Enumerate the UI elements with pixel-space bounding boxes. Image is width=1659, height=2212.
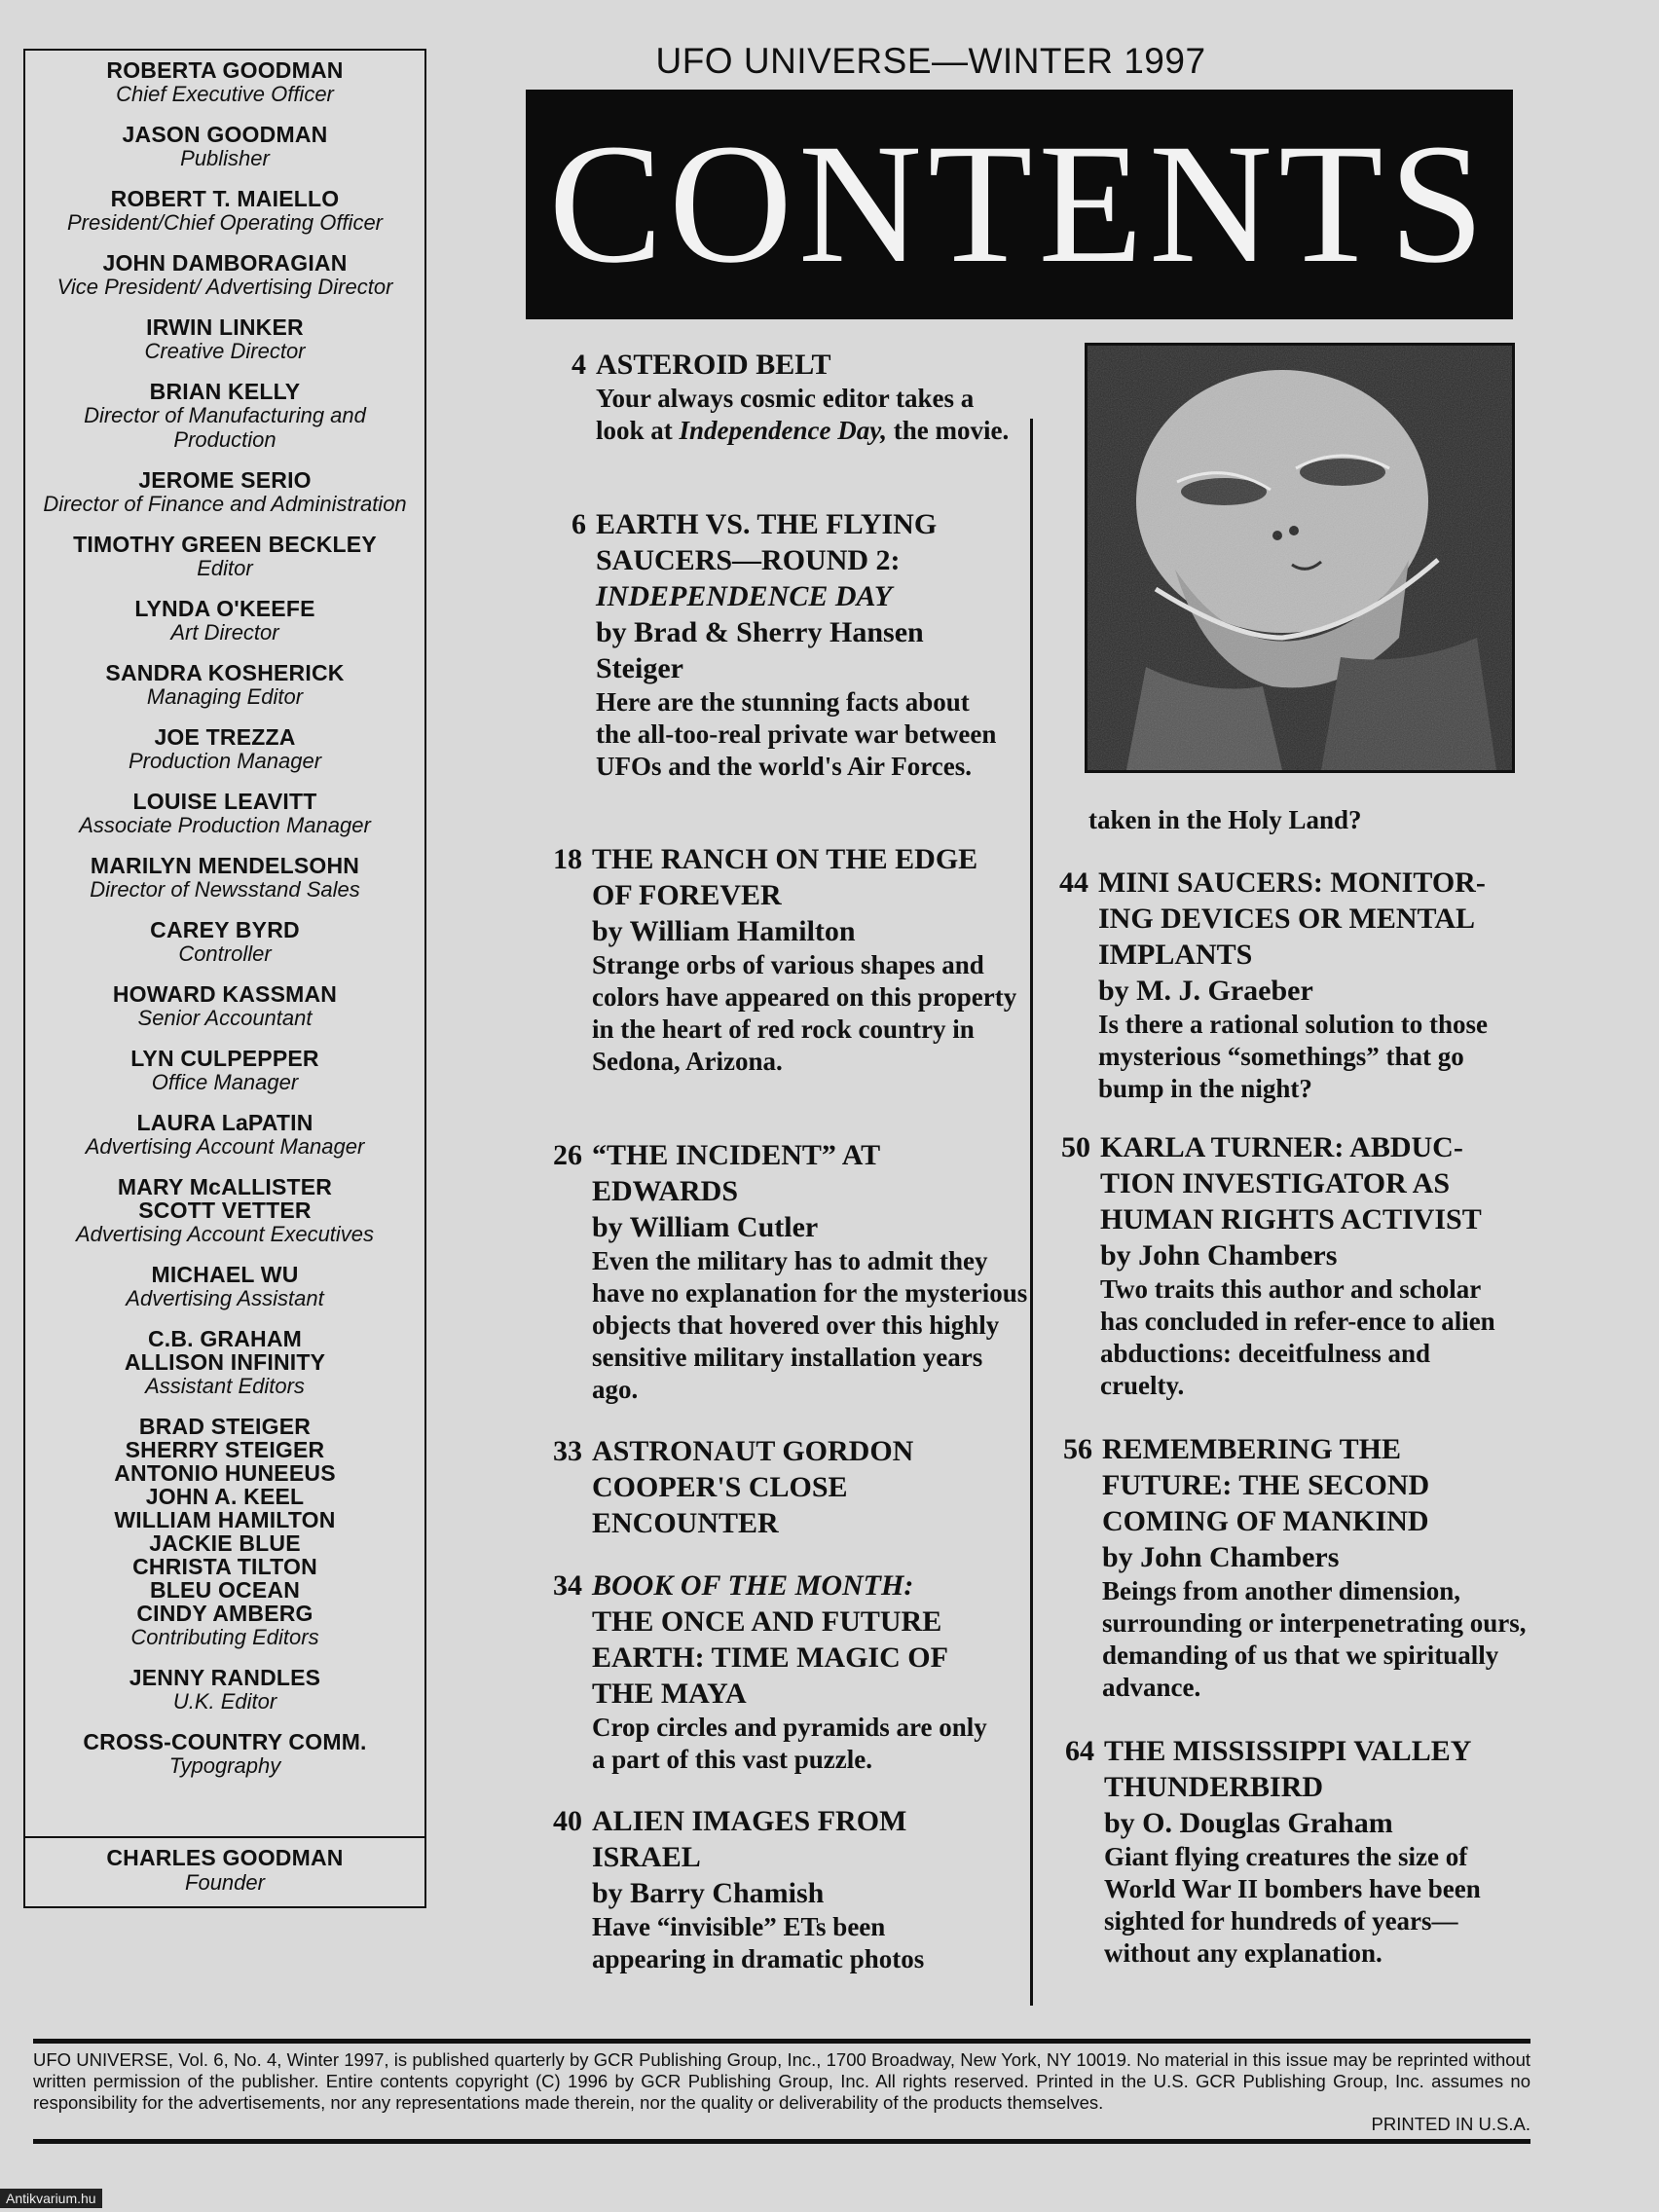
staff-entry [25,1415,424,1649]
article-title-italic: BOOK OF THE MONTH: [592,1569,914,1602]
founder-entry [25,1836,424,1906]
alien-face-image [1088,346,1512,770]
article-description: Have “invisible” ETs been appearing in dramatic photos [592,1912,925,1973]
staff-entry [25,1263,424,1310]
staff-entry [25,1111,424,1159]
staff-entry [25,982,424,1030]
staff-entry [25,1666,424,1714]
staff-entry [25,187,424,235]
staff-entry [25,380,424,452]
staff-role: Controller [178,941,272,966]
staff-entry [25,123,424,170]
staff-name: JENNY RANDLES [129,1665,321,1690]
page-number: 4 [571,349,586,381]
article-description: Giant flying creatures the size of World War II bombers have been sighted for hundreds of years—without any explanation. [1104,1842,1481,1968]
staff-name: TIMOTHY GREEN BECKLEY [73,532,377,557]
article-author: by John Chambers [1102,1541,1340,1573]
article-title: ASTEROID BELT [596,349,831,381]
founder-name: CHARLES GOODMAN [106,1845,344,1870]
staff-role: Associate Production Manager [79,813,371,837]
page-number: 26 [553,1139,582,1171]
staff-entry [25,1327,424,1398]
staff-name: LYNDA O'KEEFE [134,596,315,621]
staff-name: ROBERT T. MAIELLO [110,186,340,211]
staff-name: CAREY BYRD [150,917,300,942]
staff-name: LYN CULPEPPER [130,1046,319,1071]
staff-entry [25,918,424,966]
staff-name: JOHN DAMBORAGIAN [102,250,348,276]
staff-role: Production Manager [128,749,322,773]
article-author: by William Cutler [592,1211,819,1243]
staff-role: Office Manager [151,1070,299,1094]
article-title: “THE INCIDENT” AT EDWARDS [592,1139,880,1207]
staff-name: IRWIN LINKER [146,314,304,340]
desc-text: the movie. [886,416,1010,445]
staff-role: Managing Editor [146,684,304,709]
article-author: by William Hamilton [592,915,856,947]
contents-heading: CONTENTS [548,109,1491,299]
article-title: THE MISSISSIPPI VALLEY THUNDERBIRD [1104,1735,1471,1803]
page-number: 56 [1063,1433,1092,1465]
staff-name: CROSS-COUNTRY COMM. [83,1729,367,1754]
article-description: Strange orbs of various shapes and colors have appeared on this property in the heart of red rock country in Sedona, Arizona. [592,950,1017,1076]
staff-role: Vice President/ Advertising Director [56,275,393,299]
staff-role: Director of Finance and Administration [43,492,407,516]
issue-line: UFO UNIVERSE—WINTER 1997 [655,41,1206,81]
column-divider [1030,419,1033,2006]
staff-role: Advertising Account Executives [75,1222,375,1246]
article-author: by Barry Chamish [592,1877,825,1909]
contents-banner [526,90,1513,319]
staff-entry [25,251,424,299]
desc-italic: Independence Day, [679,416,887,445]
page-number: 64 [1065,1735,1094,1767]
watermark: Antikvarium.hu [0,2189,102,2208]
article-title: EARTH VS. THE FLYING SAUCERS—ROUND 2: [596,508,938,576]
article-title: THE ONCE AND FUTURE EARTH: TIME MAGIC OF THE MAYA [592,1605,947,1710]
staff-entry [25,661,424,709]
staff-entry [25,790,424,837]
staff-name: JOE TREZZA [154,724,296,750]
article-description: Even the military has to admit they have no explanation for the mysterious objects that hovered over this highly sensitive military installation years ago. [592,1246,1028,1404]
staff-name: JEROME SERIO [138,467,312,493]
staff-role: Creative Director [144,339,306,363]
staff-name: MARILYN MENDELSOHN [90,853,360,878]
article-title: KARLA TURNER: ABDUC-TION INVESTIGATOR AS HUMAN RIGHTS ACTIVIST [1100,1131,1482,1235]
staff-name: SANDRA KOSHERICK [105,660,345,685]
staff-entry [25,533,424,580]
article-title: MINI SAUCERS: MONITOR-ING DEVICES OR MENTAL IMPLANTS [1098,866,1486,971]
article-title-italic: INDEPENDENCE DAY [596,580,893,612]
page-number: 34 [553,1569,582,1602]
masthead-box [23,49,426,1908]
staff-entry [25,468,424,516]
staff-role: Assistant Editors [145,1374,305,1398]
article-description: Two traits this author and scholar has concluded in refer-ence to alien abductions: deceitfulness and cruelty. [1100,1274,1495,1400]
staff-entry [25,854,424,902]
article-title: THE RANCH ON THE EDGE OF FOREVER [592,843,978,911]
article-description: Is there a rational solution to those mysterious “somethings” that go bump in the night? [1098,1010,1489,1103]
article-description: Crop circles and pyramids are only a part of this vast puzzle. [592,1713,987,1774]
staff-name: HOWARD KASSMAN [112,981,338,1007]
desc-text: Your always cosmic editor takes a look at [596,384,975,445]
staff-list [25,58,424,1794]
staff-role: Art Director [170,620,279,645]
staff-role: Advertising Account Manager [85,1134,365,1159]
staff-role: Publisher [180,146,270,170]
article-title: REMEMBERING THE FUTURE: THE SECOND COMING OF MANKIND [1102,1433,1430,1537]
article-author: by John Chambers [1100,1239,1338,1272]
page-number: 40 [553,1805,582,1837]
staff-role: Senior Accountant [137,1006,313,1030]
staff-name: ROBERTA GOODMAN [106,57,344,83]
page-number: 18 [553,843,582,875]
printed-in: PRINTED IN U.S.A. [1371,2114,1530,2134]
staff-entry [25,597,424,645]
publication-footer [33,2039,1530,2144]
article-description: Beings from another dimension, surrounding or interpenetrating ours, demanding of us that we spiritually advance. [1102,1576,1527,1702]
staff-entry [25,1047,424,1094]
staff-entry [25,315,424,363]
staff-name: C.B. GRAHAM ALLISON INFINITY [124,1326,326,1375]
legal-notice: UFO UNIVERSE, Vol. 6, No. 4, Winter 1997, is published quarterly by GCR Publishing Group, Inc., 1700 Broadway, New York, NY 10019. No material in this issue may be reprinted without written permission of the publisher. Entire contents copyright (C) 1996 by GCR Publishing Group, Inc. All rights reserved. Printed in the U.S. GCR Publishing Group, Inc. assumes no responsibility for the advertisements, nor any representations made therein, nor the quality or deliverability of the products themselves. [33,2049,1530,2113]
article-author: by M. J. Graeber [1098,975,1313,1007]
staff-role: Contributing Editors [130,1625,319,1649]
staff-name: MICHAEL WU [151,1262,299,1287]
article-title: ASTRONAUT GORDON COOPER'S CLOSE ENCOUNTER [592,1435,914,1539]
staff-name: MARY McALLISTER SCOTT VETTER [117,1174,333,1223]
article-description [596,383,1024,447]
staff-entry [25,1730,424,1778]
page-number: 50 [1061,1131,1090,1163]
staff-role: Editor [197,556,253,580]
staff-name: LOUISE LEAVITT [132,789,317,814]
staff-entry [25,1175,424,1246]
staff-name: BRAD STEIGER SHERRY STEIGER ANTONIO HUNEEUS JOHN A. KEEL WILLIAM HAMILTON JACKIE BLUE CHRISTA TILTON BLEU OCEAN CINDY AMBERG [114,1414,336,1626]
alien-photo [1085,343,1515,773]
staff-role: Typography [168,1753,281,1778]
page-number: 33 [553,1435,582,1467]
article-author: by Brad & Sherry Hansen Steiger [596,616,924,684]
continued-caption: taken in the Holy Land? [1088,805,1362,834]
founder-role: Founder [185,1870,265,1895]
article-author: by O. Douglas Graham [1104,1807,1393,1839]
staff-name: BRIAN KELLY [149,379,301,404]
staff-role: President/Chief Operating Officer [66,210,384,235]
staff-role: Director of Newsstand Sales [90,877,360,902]
staff-role: U.K. Editor [172,1689,277,1714]
staff-entry [25,58,424,106]
staff-entry [25,725,424,773]
article-title: ALIEN IMAGES FROM ISRAEL [592,1805,907,1873]
staff-name: JASON GOODMAN [122,122,328,147]
article-description: Here are the stunning facts about the all-too-real private war between UFOs and the world's Air Forces. [596,687,997,781]
staff-role: Chief Executive Officer [116,82,334,106]
staff-role: Director of Manufacturing and Production [84,403,366,452]
page-number: 6 [571,508,586,540]
staff-name: LAURA LaPATIN [136,1110,313,1135]
staff-role: Advertising Assistant [126,1286,324,1310]
page-number: 44 [1059,866,1088,899]
